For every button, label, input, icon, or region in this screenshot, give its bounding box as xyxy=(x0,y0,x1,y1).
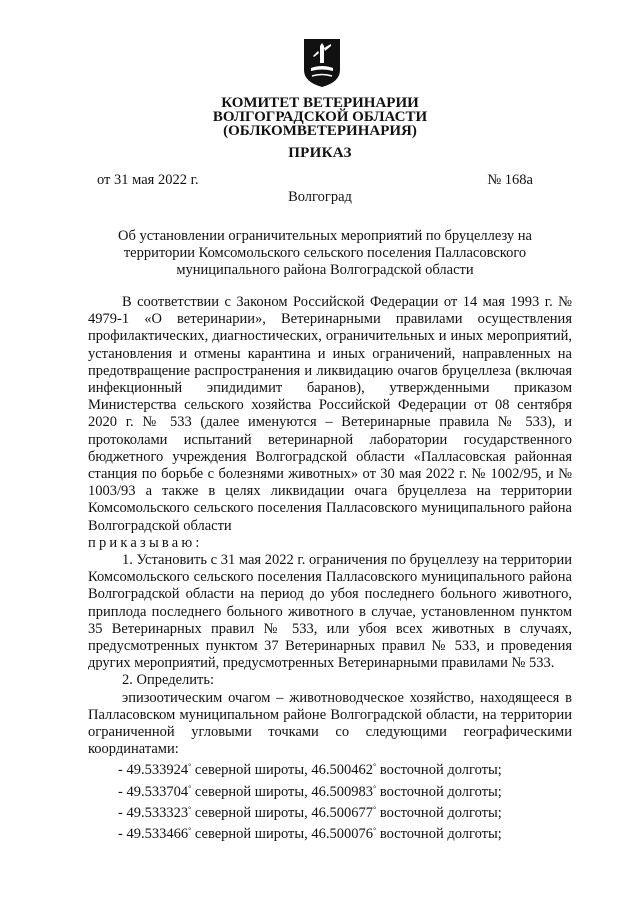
degree-sign: ° xyxy=(188,804,192,814)
latitude-word: северной широты, 46.500462 xyxy=(194,762,373,779)
latitude-word: северной широты, 46.500076 xyxy=(194,826,373,843)
org-line-3: (ОБЛКОМВЕТЕРИНАРИЯ) xyxy=(223,123,417,139)
order-date: от 31 мая 2022 г. xyxy=(97,172,199,188)
degree-sign: ° xyxy=(373,783,377,793)
orders-word: приказываю: xyxy=(88,534,203,551)
coordinate-row xyxy=(88,822,572,843)
org-line-2: ВОЛГОГРАДСКОЙ ОБЛАСТИ xyxy=(212,109,428,125)
longitude-word: восточной долготы; xyxy=(379,826,502,843)
item-2-heading: 2. Определить: xyxy=(122,672,215,689)
item-1-paragraph: 1. Установить с 31 мая 2022 г. ограничения по бруцеллезу на территории Комсомольского сельского поселения Палласовского муниципального района Волгоградской области на период до убоя последнего больного животного, приплода последнего больного животного в случае, установленном пунктом 35 Ветеринарных правил № 533, или убоя всех животных в случаях, предусмотренных пунктом 37 Ветеринарных правил № 533, и проведения других мероприятий, предусмотренных Ветеринарными правилами № 533. xyxy=(88,552,572,672)
coordinate-row xyxy=(88,758,572,779)
degree-sign: ° xyxy=(188,762,192,772)
coordinate-row xyxy=(88,780,572,801)
latitude-value: - 49.533323 xyxy=(118,804,189,821)
degree-sign: ° xyxy=(373,826,377,836)
latitude-word: северной широты, 46.500677 xyxy=(194,804,373,821)
latitude-value: - 49.533924 xyxy=(118,762,189,779)
subject-line-2: территории Комсомольского сельского поселения Палласовского xyxy=(123,245,527,261)
volgograd-emblem-icon xyxy=(303,38,341,88)
degree-sign: ° xyxy=(188,826,192,836)
order-city: Волгоград xyxy=(288,189,352,205)
document-type: ПРИКАЗ xyxy=(288,145,352,161)
coordinate-row xyxy=(88,801,572,822)
order-body xyxy=(88,294,572,843)
latitude-word: северной широты, 46.500983 xyxy=(194,783,373,800)
order-subject xyxy=(110,228,540,279)
degree-sign: ° xyxy=(188,783,192,793)
degree-sign: ° xyxy=(373,762,377,772)
subject-line-1: Об установлении ограничительных мероприятий по бруцеллезу на xyxy=(118,228,532,244)
longitude-word: восточной долготы; xyxy=(379,762,502,779)
org-line-1: КОМИТЕТ ВЕТЕРИНАРИИ xyxy=(221,95,419,111)
degree-sign: ° xyxy=(373,804,377,814)
latitude-value: - 49.533466 xyxy=(118,826,189,843)
longitude-word: восточной долготы; xyxy=(379,804,502,821)
preamble-paragraph: В соответствии с Законом Российской Федерации от 14 мая 1993 г. № 4979-1 «О ветеринарии», Ветеринарными правилами осуществления профилактических, диагностических, ограничительных и иных мероприятий, установления и отмены карантина и иных ограничений, направленных на предотвращение распространения и ликвидацию очагов бруцеллеза (включая инфекционный эпидидимит баранов), утвержденными приказом Министерства сельского хозяйства Российской Федерации от 08 сентября 2020 г. № 533 (далее именуются – Ветеринарные правила № 533), и протоколами испытаний ветеринарной лаборатории государственного бюджетного учреждения Волгоградской области «Палласовская районная станция по борьбе с болезнями животных» от 30 мая 2022 г. № 1002/95, и № 1003/93 а также в целях ликвидации очага бруцеллеза на территории Комсомольского сельского поселения Палласовского муниципального района Волгоградской области xyxy=(88,294,572,534)
latitude-value: - 49.533704 xyxy=(118,783,189,800)
organization-name xyxy=(140,96,500,138)
item-2-paragraph: эпизоотическим очагом – животноводческое хозяйство, находящееся в Палласовском муниципальном районе Волгоградской области, на территории ограниченной угловыми точками со следующими географическими координатами: xyxy=(88,689,572,758)
order-number: № 168а xyxy=(487,172,533,188)
subject-line-3: муниципального района Волгоградской области xyxy=(176,262,474,278)
longitude-word: восточной долготы; xyxy=(379,783,502,800)
